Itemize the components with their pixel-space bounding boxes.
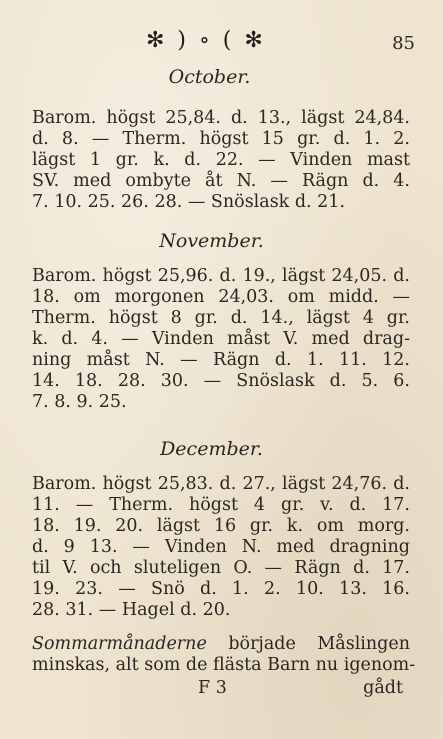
text-line: ning måst N. — Rägn d. 1. 11. 12. <box>32 350 410 370</box>
text-line: d. 9 13. — Vinden N. med dragning <box>32 537 410 557</box>
line-rest: började Måslingen <box>228 634 410 654</box>
month-heading-november: November. <box>159 230 264 252</box>
page-header <box>0 28 443 58</box>
text-line: Barom. högst 25,96. d. 19., lägst 24,05. d. <box>32 266 410 286</box>
text-line: Barom. högst 25,83. d. 27., lägst 24,76. d. <box>32 474 410 494</box>
text-line: SV. med ombyte åt N. — Rägn d. 4. <box>32 171 410 191</box>
text-line: Barom. högst 25,84. d. 13., lägst 24,84. <box>32 108 410 128</box>
december-paragraph <box>32 474 410 621</box>
october-paragraph <box>32 108 410 213</box>
text-line: 18. om morgonen 24,03. om midd. — <box>32 287 410 307</box>
italic-lead: Sommarmånaderne <box>32 634 207 654</box>
text-line: Therm. högst 8 gr. d. 14., lägst 4 gr. <box>32 308 410 328</box>
page-number: 85 <box>392 33 415 54</box>
text-line: lägst 1 gr. k. d. 22. — Vinden mast <box>32 150 410 170</box>
text-line <box>32 634 410 655</box>
text-line: 19. 23. — Snö d. 1. 2. 10. 13. 16. <box>32 579 410 599</box>
month-heading-october: October. <box>168 66 251 88</box>
text-line: 28. 31. — Hagel d. 20. <box>32 600 231 620</box>
header-ornament: ✻ ) ∘ ( ✻ <box>146 28 266 53</box>
text-line: 18. 19. 20. lägst 16 gr. k. om morg. <box>32 516 410 536</box>
text-line: 14. 18. 28. 30. — Snöslask d. 5. 6. <box>32 371 410 391</box>
text-line: 11. — Therm. högst 4 gr. v. d. 17. <box>32 495 410 515</box>
november-paragraph <box>32 266 410 413</box>
text-line: k. d. 4. — Vinden måst V. med drag- <box>32 329 410 349</box>
text-line: 7. 10. 25. 26. 28. — Snöslask d. 21. <box>32 192 346 212</box>
text-line: til V. och sluteligen O. — Rägn d. 17. <box>32 558 410 578</box>
catchword: gådt <box>363 678 403 698</box>
summer-paragraph <box>32 634 416 676</box>
signature-mark: F 3 <box>198 678 227 698</box>
text-line: 7. 8. 9. 25. <box>32 392 127 412</box>
page-footer <box>0 678 443 704</box>
month-heading-december: December. <box>160 438 263 460</box>
text-line: d. 8. — Therm. högst 15 gr. d. 1. 2. <box>32 129 410 149</box>
text-line: minskas, alt som de flästa Barn nu igenom- <box>32 655 416 675</box>
